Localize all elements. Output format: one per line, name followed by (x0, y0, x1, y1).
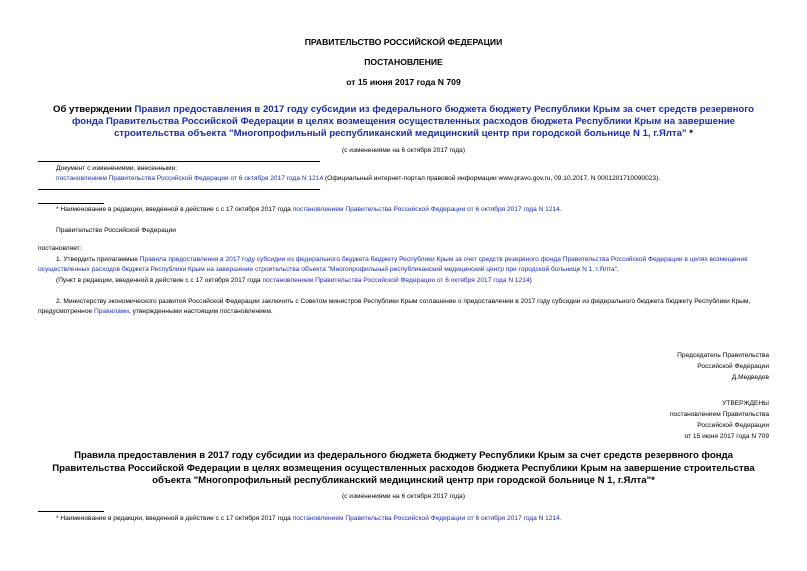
rules-footnote-prefix: * Наименование в редакции, введенной в действие с с 17 октября 2017 года (56, 515, 293, 522)
amend-doc-rest: (Официальный интернет-портал правовой информации www.pravo.gov.ru, 09.10.2017, N 0001201710090023). (323, 175, 661, 182)
item-1-note-suffix: ) (529, 277, 532, 284)
document-type: ПОСТАНОВЛЕНИЕ (364, 57, 443, 67)
footnote-divider (38, 203, 104, 204)
signature-position: Председатель Правительства (677, 352, 769, 359)
approved-label: УТВЕРЖДЕНЫ (722, 400, 769, 407)
item-1-link[interactable]: Правила предоставления в 2017 году субсидии из федерального бюджета бюджету Республики Крым за счет средств резервного фонда Правительства Российской Федерации в целях возмещения осуществленных расходов бюджета Республики Крым на завершение строительства объекта "Многопрофильный республиканский медицинский центр при городской больнице N 1, г.Ялта" (38, 256, 748, 273)
resolves-label: постановляет: (38, 245, 82, 252)
amend-doc-label: Документ с изменениями, внесенными: (56, 165, 178, 172)
title-prefix: Об утверждении (52, 104, 135, 115)
signature-name: Д.Медведев (731, 374, 769, 381)
footnote-link[interactable]: постановлением Правительства Российской Федерации от 6 октября 2017 года N 1214 (292, 206, 560, 213)
document-date-number: от 15 июня 2017 года N 709 (346, 77, 461, 87)
item-1 (38, 255, 770, 275)
signature-block (469, 350, 769, 383)
item-1-note-link[interactable]: постановлением Правительства Российской Федерации от 6 октября 2017 года N 1214 (262, 277, 530, 284)
item-2-link[interactable]: Правилами (94, 308, 129, 315)
rules-changes-note: (с изменениями на 6 октября 2017 года) (341, 493, 466, 500)
item-2-suffix: , утвержденными настоящим постановлением. (129, 308, 273, 315)
item-2-prefix: 2. Министерству экономического развития Российской Федерации заключить с Советом министров Республики Крым соглашение о предоставлении в 2017 году субсидии из федерального бюджета бюджету Республики Крым, предусмотренное (38, 298, 751, 315)
approval-block (469, 398, 769, 442)
item-1-note (56, 276, 776, 286)
title-link[interactable]: Правил предоставления в 2017 году субсидии из федерального бюджета бюджету Республики Крым за счет средств резервного фонда Правительства Российской Федерации в целях возмещения осуществленных расходов бюджета Республики Крым на завершение строительства объекта "Многопрофильный республиканский медицинский центр при городской больнице N 1, г.Ялта" (71, 104, 755, 139)
approved-date: от 15 июня 2017 года N 709 (684, 433, 769, 440)
item-1-prefix: 1. Утвердить прилагаемые (56, 256, 140, 263)
rules-footnote-suffix: . (559, 515, 562, 522)
rules-title: Правила предоставления в 2017 году субсидии из федерального бюджета бюджету Республики Крым за счет средств резервного фонда Правительства Российской Федерации в целях возмещения осуществленных расходов бюджета Республики Крым на завершение строительства объекта "Многопрофильный республиканский медицинский центр при городской больнице N 1, г.Ялта"* (52, 450, 755, 486)
document-title (40, 104, 767, 140)
title-suffix: * (686, 128, 693, 139)
amend-doc-line (56, 174, 796, 184)
footnote-title (56, 205, 796, 215)
footnote-suffix: . (559, 206, 562, 213)
divider (38, 161, 320, 162)
item-1-suffix: . (617, 266, 619, 273)
footnote-divider (38, 511, 104, 512)
issuing-authority: ПРАВИТЕЛЬСТВО РОССИЙСКОЙ ФЕДЕРАЦИИ (304, 37, 503, 47)
changes-note: (с изменениями на 6 октября 2017 года) (341, 147, 466, 154)
rules-footnote (56, 514, 796, 524)
signature-org: Российской Федерации (697, 363, 769, 370)
divider (38, 189, 320, 190)
item-2 (38, 297, 770, 317)
government-label: Правительство Российской Федерации (56, 227, 176, 234)
approved-org: Российской Федерации (697, 422, 769, 429)
amend-doc-link[interactable]: постановлением Правительства Российской Федерации от 6 октября 2017 года N 1214 (56, 175, 324, 182)
approved-by: постановлением Правительства (669, 411, 769, 418)
footnote-prefix: * Наименование в редакции, введенной в действие с с 17 октября 2017 года (56, 206, 293, 213)
rules-footnote-link[interactable]: постановлением Правительства Российской Федерации от 6 октября 2017 года N 1214 (292, 515, 560, 522)
item-1-note-prefix: (Пункт в редакции, введенной в действие с с 17 октября 2017 года (56, 277, 263, 284)
